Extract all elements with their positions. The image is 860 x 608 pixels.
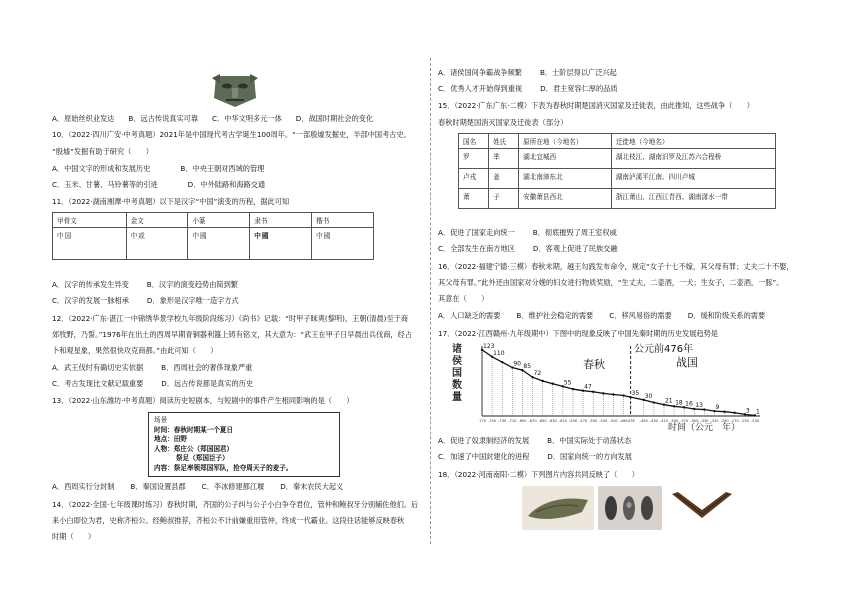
chart-x-tick-label: -770 xyxy=(477,419,487,423)
chart-x-tick-label: -270 xyxy=(730,419,739,423)
chart-x-tick-label: -630 xyxy=(548,419,557,423)
chart-x-tick-label: -410 xyxy=(659,419,669,423)
q12-options-1 xyxy=(52,363,252,373)
chart-data-point xyxy=(612,393,614,395)
chart-x-tick-label: -490 xyxy=(619,419,628,423)
q15-cell: 安徽萧县西北 xyxy=(519,189,612,209)
q13-option-a[interactable]: A．西周实行分封制 xyxy=(52,482,115,491)
chart-data-label: 9 xyxy=(715,404,720,412)
q14-options-1 xyxy=(438,68,617,78)
q11-glyph-lishu: 中國 xyxy=(250,228,312,260)
column-divider xyxy=(430,58,431,544)
q14-option-c[interactable]: C．优秀人才开始得到重视 xyxy=(438,84,523,93)
chart-data-label: 72 xyxy=(533,370,542,378)
q11-header-xiaozhuan: 小篆 xyxy=(188,213,250,228)
q12-option-b[interactable]: B．西周社会的奢侈现象严重 xyxy=(161,363,253,372)
q10-options-2 xyxy=(52,180,265,190)
chart-x-tick-label: -670 xyxy=(528,419,537,423)
q17-stem: 17．（2022·江西赣州·九年级期中）下图中的现象反映了中国先秦时期的历史发展趋势是 xyxy=(438,329,718,338)
q15-cell: 芈 xyxy=(489,149,519,169)
chart-data-label: 21 xyxy=(664,397,673,405)
q15-cell: 子 xyxy=(489,189,519,209)
bronze-knife-coin-image xyxy=(668,486,736,530)
q11-glyph-kaishu: 中國 xyxy=(312,228,374,260)
q17-options-1 xyxy=(438,436,631,446)
chart-x-tick-label: -290 xyxy=(720,419,729,423)
q11-glyph-jiaguwen: 中国 xyxy=(53,228,127,260)
q15-option-c[interactable]: C．全部发生在南方地区 xyxy=(438,244,515,253)
q16-option-c[interactable]: C．移风易俗的需要 xyxy=(609,311,672,320)
q13-box-line: 场景 xyxy=(154,416,168,424)
q13-script-box xyxy=(148,412,340,477)
chart-data-label: 85 xyxy=(523,363,532,371)
chart-y-label: 诸侯国数量 xyxy=(452,344,462,403)
chart-data-label: 110 xyxy=(493,349,505,357)
q15-header-surname: 姓氏 xyxy=(489,134,519,149)
q14-option-a[interactable]: A．诸侯国间争霸战争频繁 xyxy=(438,68,522,77)
q11-option-c[interactable]: C．汉字的发展一脉相承 xyxy=(52,296,129,305)
q11-glyph-xiaozhuan: 中國 xyxy=(188,228,250,260)
q17-option-c[interactable]: C．加速了中国封建化的进程 xyxy=(438,452,530,461)
chart-data-label: 123 xyxy=(483,342,495,350)
q15-cell: 卢戎 xyxy=(459,169,489,189)
q14-options-2 xyxy=(438,84,618,94)
q13-option-d[interactable]: D．秦末农民大起义 xyxy=(280,482,344,491)
q13-options xyxy=(52,482,343,492)
q13-box-line: 内容：祭足率领郑国军队，抢夺周天子的麦子。 xyxy=(154,463,293,472)
chart-data-label: 16 xyxy=(685,400,693,408)
q12-stem-1: 12．（2022·广东·湛江一中锦绣华景学校九年级阶段练习）《尚书》记载：“时甲子昧爽(黎明)，王朝(清晨)至于商 xyxy=(52,314,409,323)
q15-stem: 15．（2022·广东广东·二模）下表为春秋时期楚国消灭国家及迁徙表，由此推知，这些战争（ ） xyxy=(438,101,754,110)
q15-option-a[interactable]: A．促进了国家走向统一 xyxy=(438,228,515,237)
q15-header-origin: 原所在地（今地名） xyxy=(519,134,612,149)
ant-nose-coin-image xyxy=(598,486,662,530)
chart-x-label: 时间（公元 年） xyxy=(668,423,741,432)
q16-stem-3: 其意在（ ） xyxy=(438,294,489,303)
chart-x-tick-label: -476 xyxy=(626,419,635,423)
chart-data-point xyxy=(602,392,604,394)
chart-x-tick-label: -590 xyxy=(568,419,578,423)
q10-option-a[interactable]: A．中国文字的形成和发展历史 xyxy=(52,164,151,173)
q15-options-2 xyxy=(438,244,618,254)
chart-x-tick-label: -650 xyxy=(538,419,547,423)
q11-header-lishu: 隶书 xyxy=(250,213,312,228)
q13-box-line: 时间：春秋时期某一个夏日 xyxy=(154,425,234,434)
q17-option-d[interactable]: D．国家向统一的方向发展 xyxy=(547,452,632,461)
q15-cell: 湖北南漳东北 xyxy=(519,169,612,189)
chart-data-label: 1 xyxy=(755,408,760,416)
q11-header-kaishu: 楷书 xyxy=(312,213,374,228)
q11-options-1 xyxy=(52,280,238,290)
q13-stem: 13．（2022·山东潍坊·中考真题）阅读历史短剧本，与短剧中的事件产生相同影响的是（ ） xyxy=(52,396,354,405)
q10-stem-2: “殷墟”发掘有助于研究（ ） xyxy=(52,147,153,156)
q12-stem-2: 郊牧野，乃誓。”1976年在出土的西周早期青铜器利簋上铸有铭文，其大意为：“武王在甲子日早晨出兵伐商，经占 xyxy=(52,330,412,339)
chart-x-tick-label: -350 xyxy=(690,419,699,423)
q17-option-b[interactable]: B．中国实际处于动荡状态 xyxy=(547,436,632,445)
chart-x-tick-label: -390 xyxy=(669,419,679,423)
q15-header-name: 国名 xyxy=(459,134,489,149)
chart-data-label: 30 xyxy=(644,392,653,400)
q12-option-c[interactable]: C．考古发现比文献记载重要 xyxy=(52,379,144,388)
q11-header-jinwen: 金文 xyxy=(126,213,188,228)
chart-series-line xyxy=(482,350,755,416)
chart-data-point xyxy=(552,382,554,384)
q14-stem-2: 来小白即位为君，史称齐桓公。经鲍叔推荐，齐桓公不计前嫌重用管仲，终成一代霸业。这段往话能够反映春秋 xyxy=(52,516,405,525)
bronze-mask-image xyxy=(212,68,258,108)
q9-option-c[interactable]: C．中华文明多元一体 xyxy=(212,114,282,123)
chart-x-tick-label: -310 xyxy=(710,419,719,423)
q9-options xyxy=(52,114,373,124)
q9-option-b[interactable]: B．远古传说真实可靠 xyxy=(128,114,199,123)
q18-image-row xyxy=(522,486,752,534)
chart-data-label: 18 xyxy=(675,399,683,407)
chart-data-point xyxy=(501,361,503,363)
q18-stem: 18．（2022·河南南阳·二模）下列图片内容共同反映了（ ） xyxy=(438,470,639,479)
q11-options-2 xyxy=(52,296,239,306)
q10-option-b[interactable]: B．中央王朝对西域的管理 xyxy=(180,164,265,173)
q11-option-a[interactable]: A．汉字的传承发生异变 xyxy=(52,280,129,289)
q13-option-b[interactable]: B．秦国设置县郡 xyxy=(130,482,186,491)
chart-annotation-476: 公元前476年 xyxy=(634,344,694,355)
chart-x-tick-label: -610 xyxy=(558,419,567,423)
q16-option-a[interactable]: A．人口缺乏的需要 xyxy=(438,311,501,320)
chart-x-tick-label: -370 xyxy=(680,419,689,423)
chart-data-point xyxy=(622,394,624,396)
chart-x-tick-label: -570 xyxy=(579,419,588,423)
chart-x-tick-label: -550 xyxy=(589,419,598,423)
q11-glyph-jinwen: 中或 xyxy=(126,228,188,260)
chart-data-label: 47 xyxy=(584,383,592,391)
q15-options-1 xyxy=(438,228,617,238)
q13-box-line: 祭足（郑国臣子） xyxy=(176,454,229,462)
q13-option-c[interactable]: C．李冰修建都江堰 xyxy=(201,482,265,491)
bronze-shovel-coin-image xyxy=(522,486,594,530)
chart-data-point xyxy=(734,412,736,414)
q9-option-a[interactable]: A．原始丝织业发达 xyxy=(52,114,115,123)
q15-state-table xyxy=(458,133,776,209)
q12-option-d[interactable]: D．远古传说都是真实的历史 xyxy=(161,379,254,388)
q15-cell: 姜 xyxy=(489,169,519,189)
q16-stem-1: 16．（2022·福建宁德·三模）春秋末期，越王勾践发布命令，规定“女子十七不嫁，其父母有罪；丈夫二十不娶， xyxy=(438,262,794,271)
q12-option-a[interactable]: A．武王伐纣有确切史实依据 xyxy=(52,363,144,372)
q15-header-destination: 迁徙地（今地名） xyxy=(611,134,775,149)
q10-option-c[interactable]: C．玉米、甘薯、马铃薯等的引进 xyxy=(52,180,158,189)
q9-option-d[interactable]: D．战国时期社会的变化 xyxy=(295,114,374,123)
q12-options-2 xyxy=(52,379,253,389)
chart-data-point xyxy=(723,410,725,412)
chart-data-point xyxy=(592,391,594,393)
q14-stem-3: 时期（ ） xyxy=(52,532,96,541)
chart-data-point xyxy=(572,388,574,390)
q16-option-d[interactable]: D．缓和阶级关系的需要 xyxy=(687,311,766,320)
q10-option-d[interactable]: D．中外陆路和海路交通 xyxy=(187,180,266,189)
q14-option-b[interactable]: B．士阶层得以广泛兴起 xyxy=(539,68,617,77)
q17-state-count-chart xyxy=(438,342,768,432)
q15-table-caption: 春秋时期楚国消灭国家及迁徙表（部分） xyxy=(438,118,568,127)
q11-stem: 11．（2022·湖南湘潭·中考真题）以下是汉字“中国”演变的历程，据此可知 xyxy=(52,197,290,206)
q17-option-a[interactable]: A．促进了奴隶制经济的发展 xyxy=(438,436,530,445)
chart-x-tick-label: -730 xyxy=(498,419,507,423)
q15-option-b[interactable]: B．彻底摧毁了周王室权威 xyxy=(532,228,617,237)
chart-data-label: 55 xyxy=(563,379,572,387)
q16-stem-2: 其父母有罪。”此外还由国家对分娩的妇女进行物质奖励，“生丈夫，二壶酒，一犬；生女子，二壶酒，一豚”。 xyxy=(438,278,784,287)
chart-x-tick-label: -430 xyxy=(649,419,658,423)
chart-data-label: 35 xyxy=(631,390,640,398)
q16-options xyxy=(438,311,765,321)
q15-cell: 湖北枝江、湖南汨罗及江苏六合程桥 xyxy=(611,149,775,169)
chart-x-tick-label: -710 xyxy=(508,419,517,423)
q15-cell: 湖北宜城西 xyxy=(519,149,612,169)
q15-cell: 罗 xyxy=(459,149,489,169)
q15-cell: 浙江萧山、江西江青西、湖南潇水一带 xyxy=(611,189,775,209)
q11-option-b[interactable]: B．汉字的演变趋势由简到繁 xyxy=(146,280,238,289)
chart-data-label: 90 xyxy=(513,360,521,368)
chart-data-point xyxy=(703,408,705,410)
chart-x-tick-label: -250 xyxy=(740,419,749,423)
chart-annotation-chunqiu: 春秋 xyxy=(583,358,605,371)
q11-option-d[interactable]: D．象形是汉字唯一造字方式 xyxy=(146,296,239,305)
q13-box-line: 地点：田野 xyxy=(154,435,187,443)
q17-options-2 xyxy=(438,452,632,462)
chart-data-label: 3 xyxy=(745,407,750,415)
q11-character-table xyxy=(52,212,374,260)
q15-cell: 萧 xyxy=(459,189,489,209)
q11-header-jiaguwen: 甲骨文 xyxy=(53,213,127,228)
chart-x-tick-label: -530 xyxy=(599,419,608,423)
chart-x-tick-label: -330 xyxy=(700,419,709,423)
chart-x-tick-label: -750 xyxy=(488,419,497,423)
q10-stem-1: 10．（2022·四川广安·中考真题）2021年是中国现代考古学诞生100周年。“一部殷墟发掘史，半部中国考古史。 xyxy=(52,130,411,139)
chart-x-tick-label: -690 xyxy=(518,419,527,423)
q16-option-b[interactable]: B．维护社会稳定的需要 xyxy=(516,311,594,320)
chart-data-point xyxy=(541,380,543,382)
chart-x-tick-label: -230 xyxy=(750,419,760,423)
chart-annotation-zhanguo: 战国 xyxy=(676,356,698,369)
q14-stem-1: 14．（2022·全国·七年级课时练习）春秋时期，齐国的公子纠与公子小白争夺君位，管仲和鲍叔牙分别辅佐他们。后 xyxy=(52,500,419,509)
q10-options-1 xyxy=(52,164,264,174)
chart-data-label: 13 xyxy=(695,402,703,409)
q14-option-d[interactable]: D．君主宽容仁厚的品质 xyxy=(540,84,618,93)
chart-data-point xyxy=(653,401,655,403)
q15-option-d[interactable]: D．客观上促进了民族交融 xyxy=(532,244,618,253)
q15-cell: 湖南泸溪平江南、四川卢城 xyxy=(611,169,775,189)
q13-box-line: 人物：郑庄公（郑国国君） xyxy=(154,444,234,453)
q12-stem-3: 卜和观星象，果然很快攻克商都。”由此可知（ ） xyxy=(52,346,218,355)
chart-x-tick-label: -450 xyxy=(639,419,648,423)
chart-x-tick-label: -510 xyxy=(609,419,618,423)
